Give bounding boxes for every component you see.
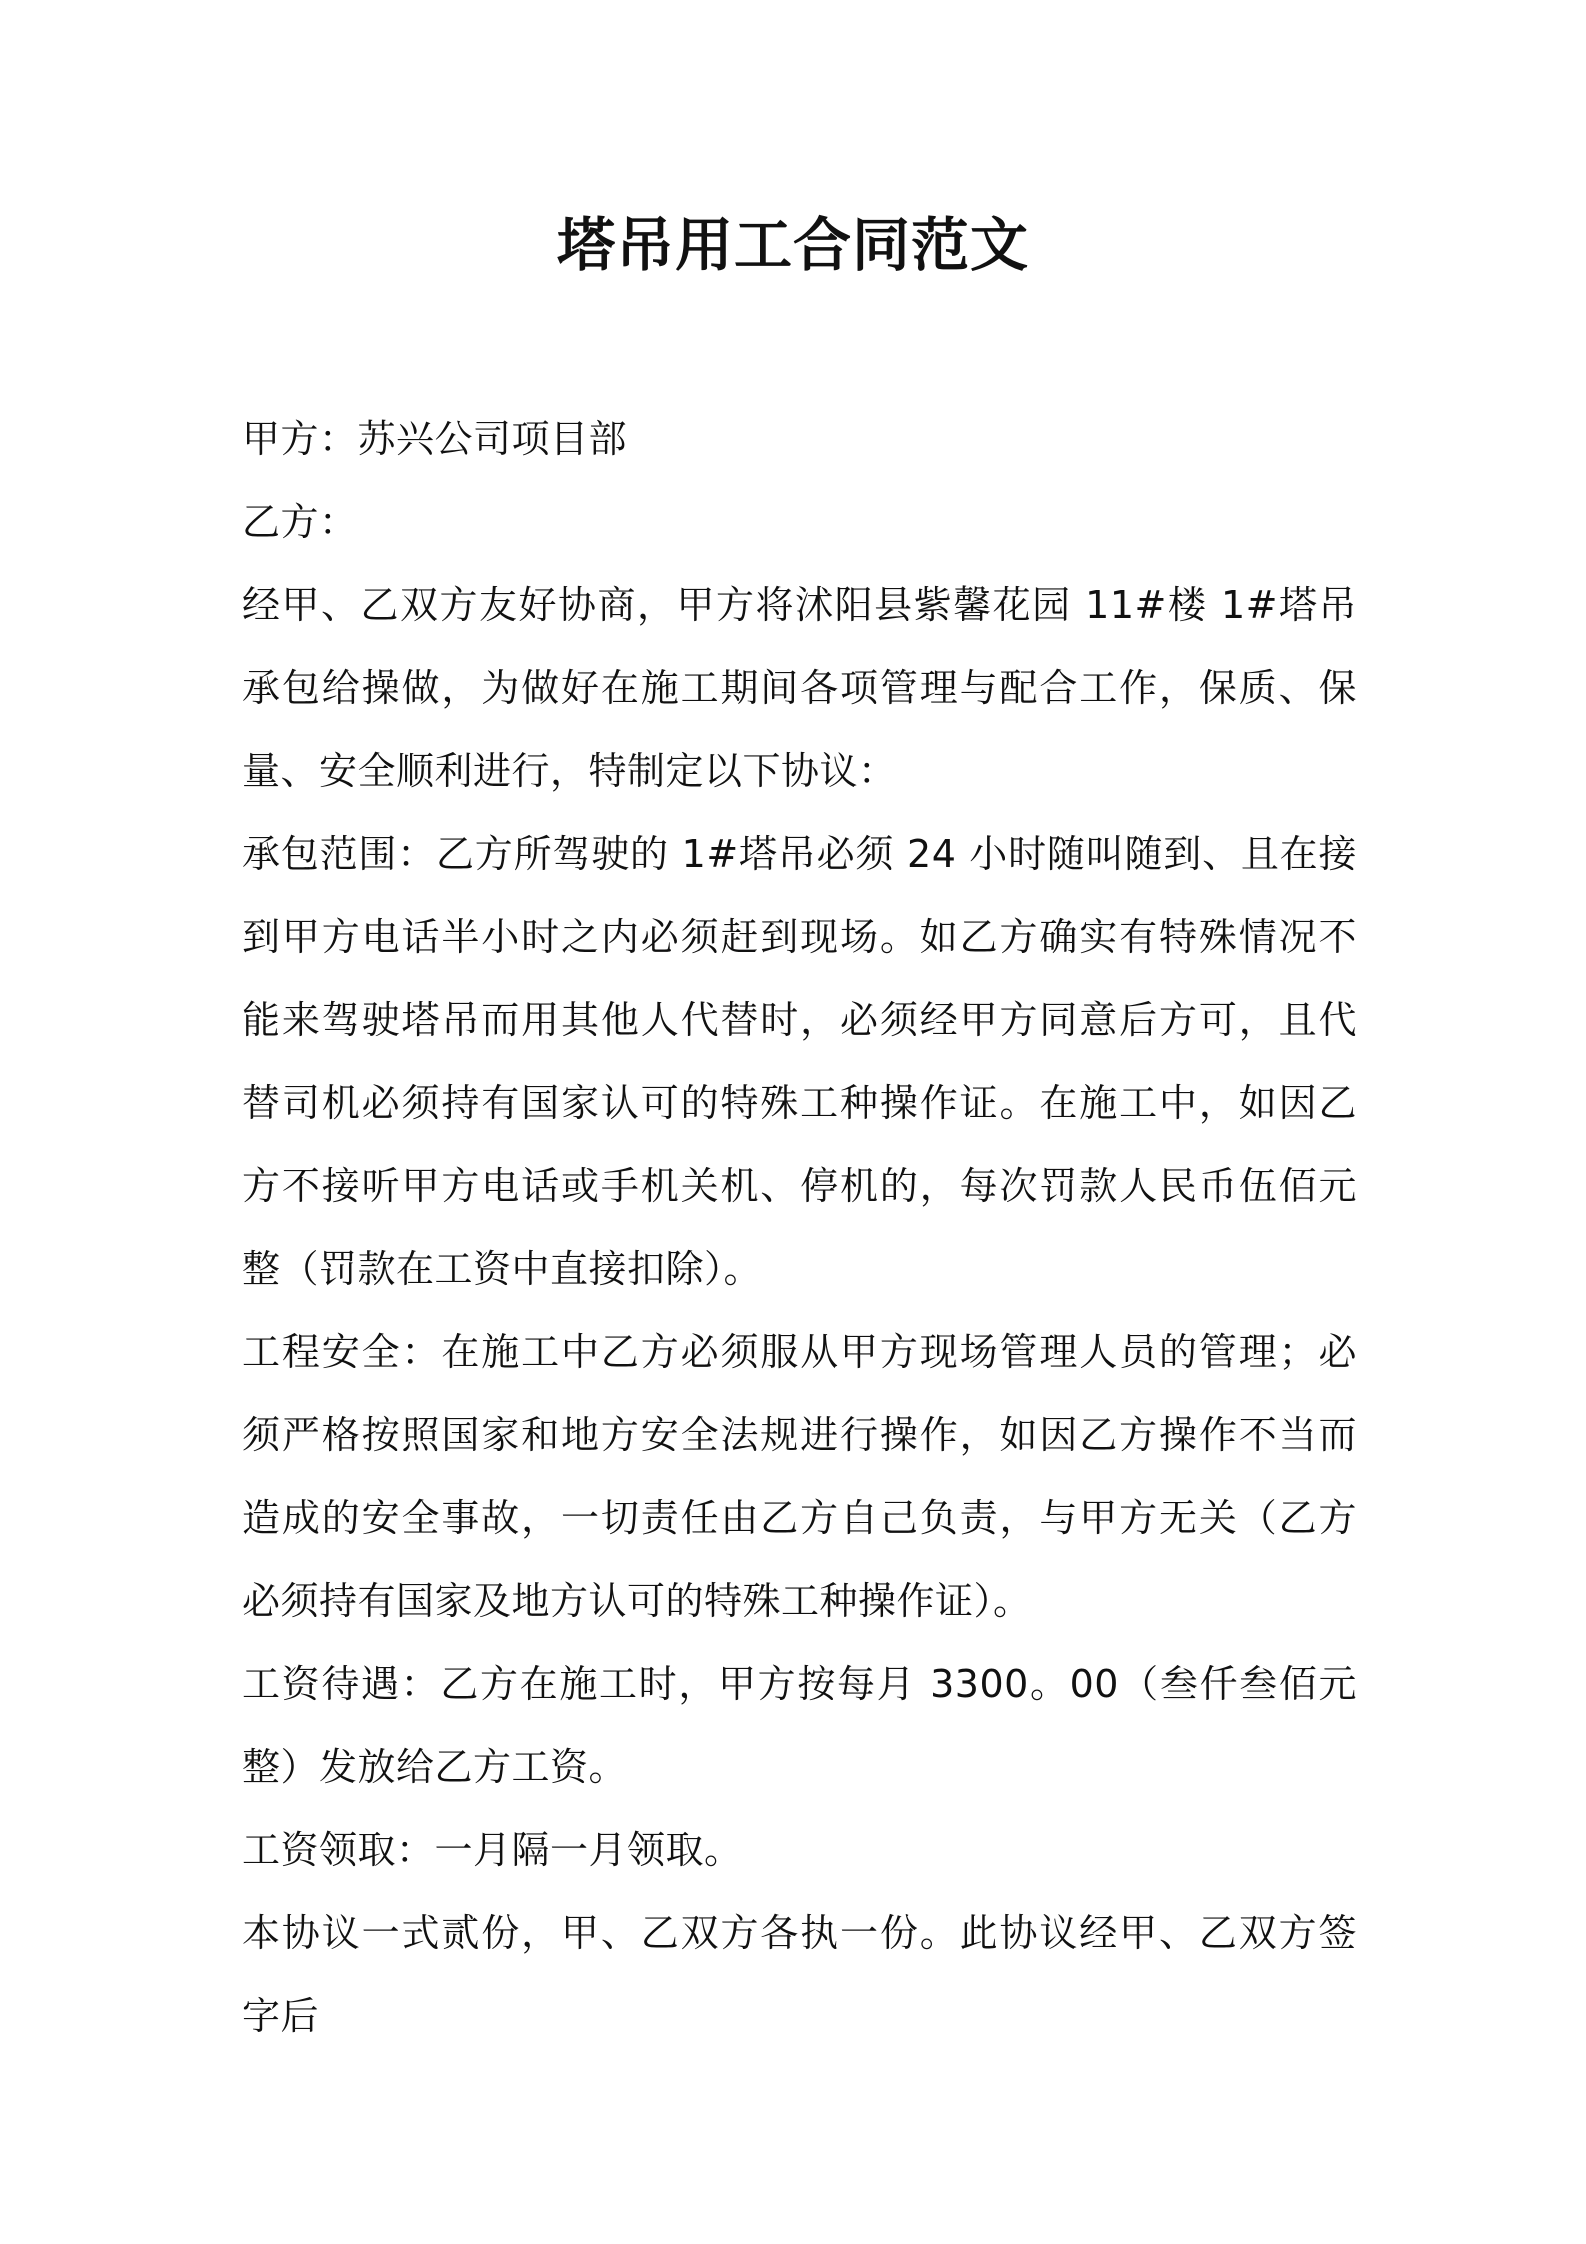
party-b-line: 乙方： bbox=[242, 500, 358, 544]
scope-paragraph: 承包范围：乙方所驾驶的 1#塔吊必须 24 小时随叫随到、且在接到甲方电话半小时之内必须赶到现场。如乙方确实有特殊情况不能来驾驶塔吊而用其他人代替时，必须经甲方同意后方可，且代替司机必须持有国家认可的特殊工种操作证。在施工中，如因乙方不接听甲方电话或手机关机、停机的，每次罚款人民币伍佰元整（罚款在工资中直接扣除）。 bbox=[242, 832, 1357, 1291]
copies-paragraph: 本协议一式贰份，甲、乙双方各执一份。此协议经甲、乙双方签字后 bbox=[242, 1911, 1357, 2038]
document-body bbox=[242, 398, 1357, 2058]
document-title: 塔吊用工合同范文 bbox=[556, 211, 1029, 279]
intro-paragraph: 经甲、乙双方友好协商，甲方将沭阳县紫馨花园 11#楼 1#塔吊承包给操做，为做好在施工期间各项管理与配合工作，保质、保量、安全顺利进行，特制定以下协议： bbox=[242, 583, 1357, 793]
safety-paragraph: 工程安全：在施工中乙方必须服从甲方现场管理人员的管理；必须严格按照国家和地方安全法规进行操作，如因乙方操作不当而造成的安全事故，一切责任由乙方自己负责，与甲方无关（乙方必须持有国家及地方认可的特殊工种操作证）。 bbox=[242, 1330, 1357, 1623]
wage-paragraph: 工资待遇：乙方在施工时，甲方按每月 3300。00（叁仟叁佰元整）发放给乙方工资。 bbox=[242, 1662, 1357, 1789]
party-a-line: 甲方：苏兴公司项目部 bbox=[242, 417, 628, 461]
wage-collection-paragraph: 工资领取：一月隔一月领取。 bbox=[242, 1828, 743, 1872]
